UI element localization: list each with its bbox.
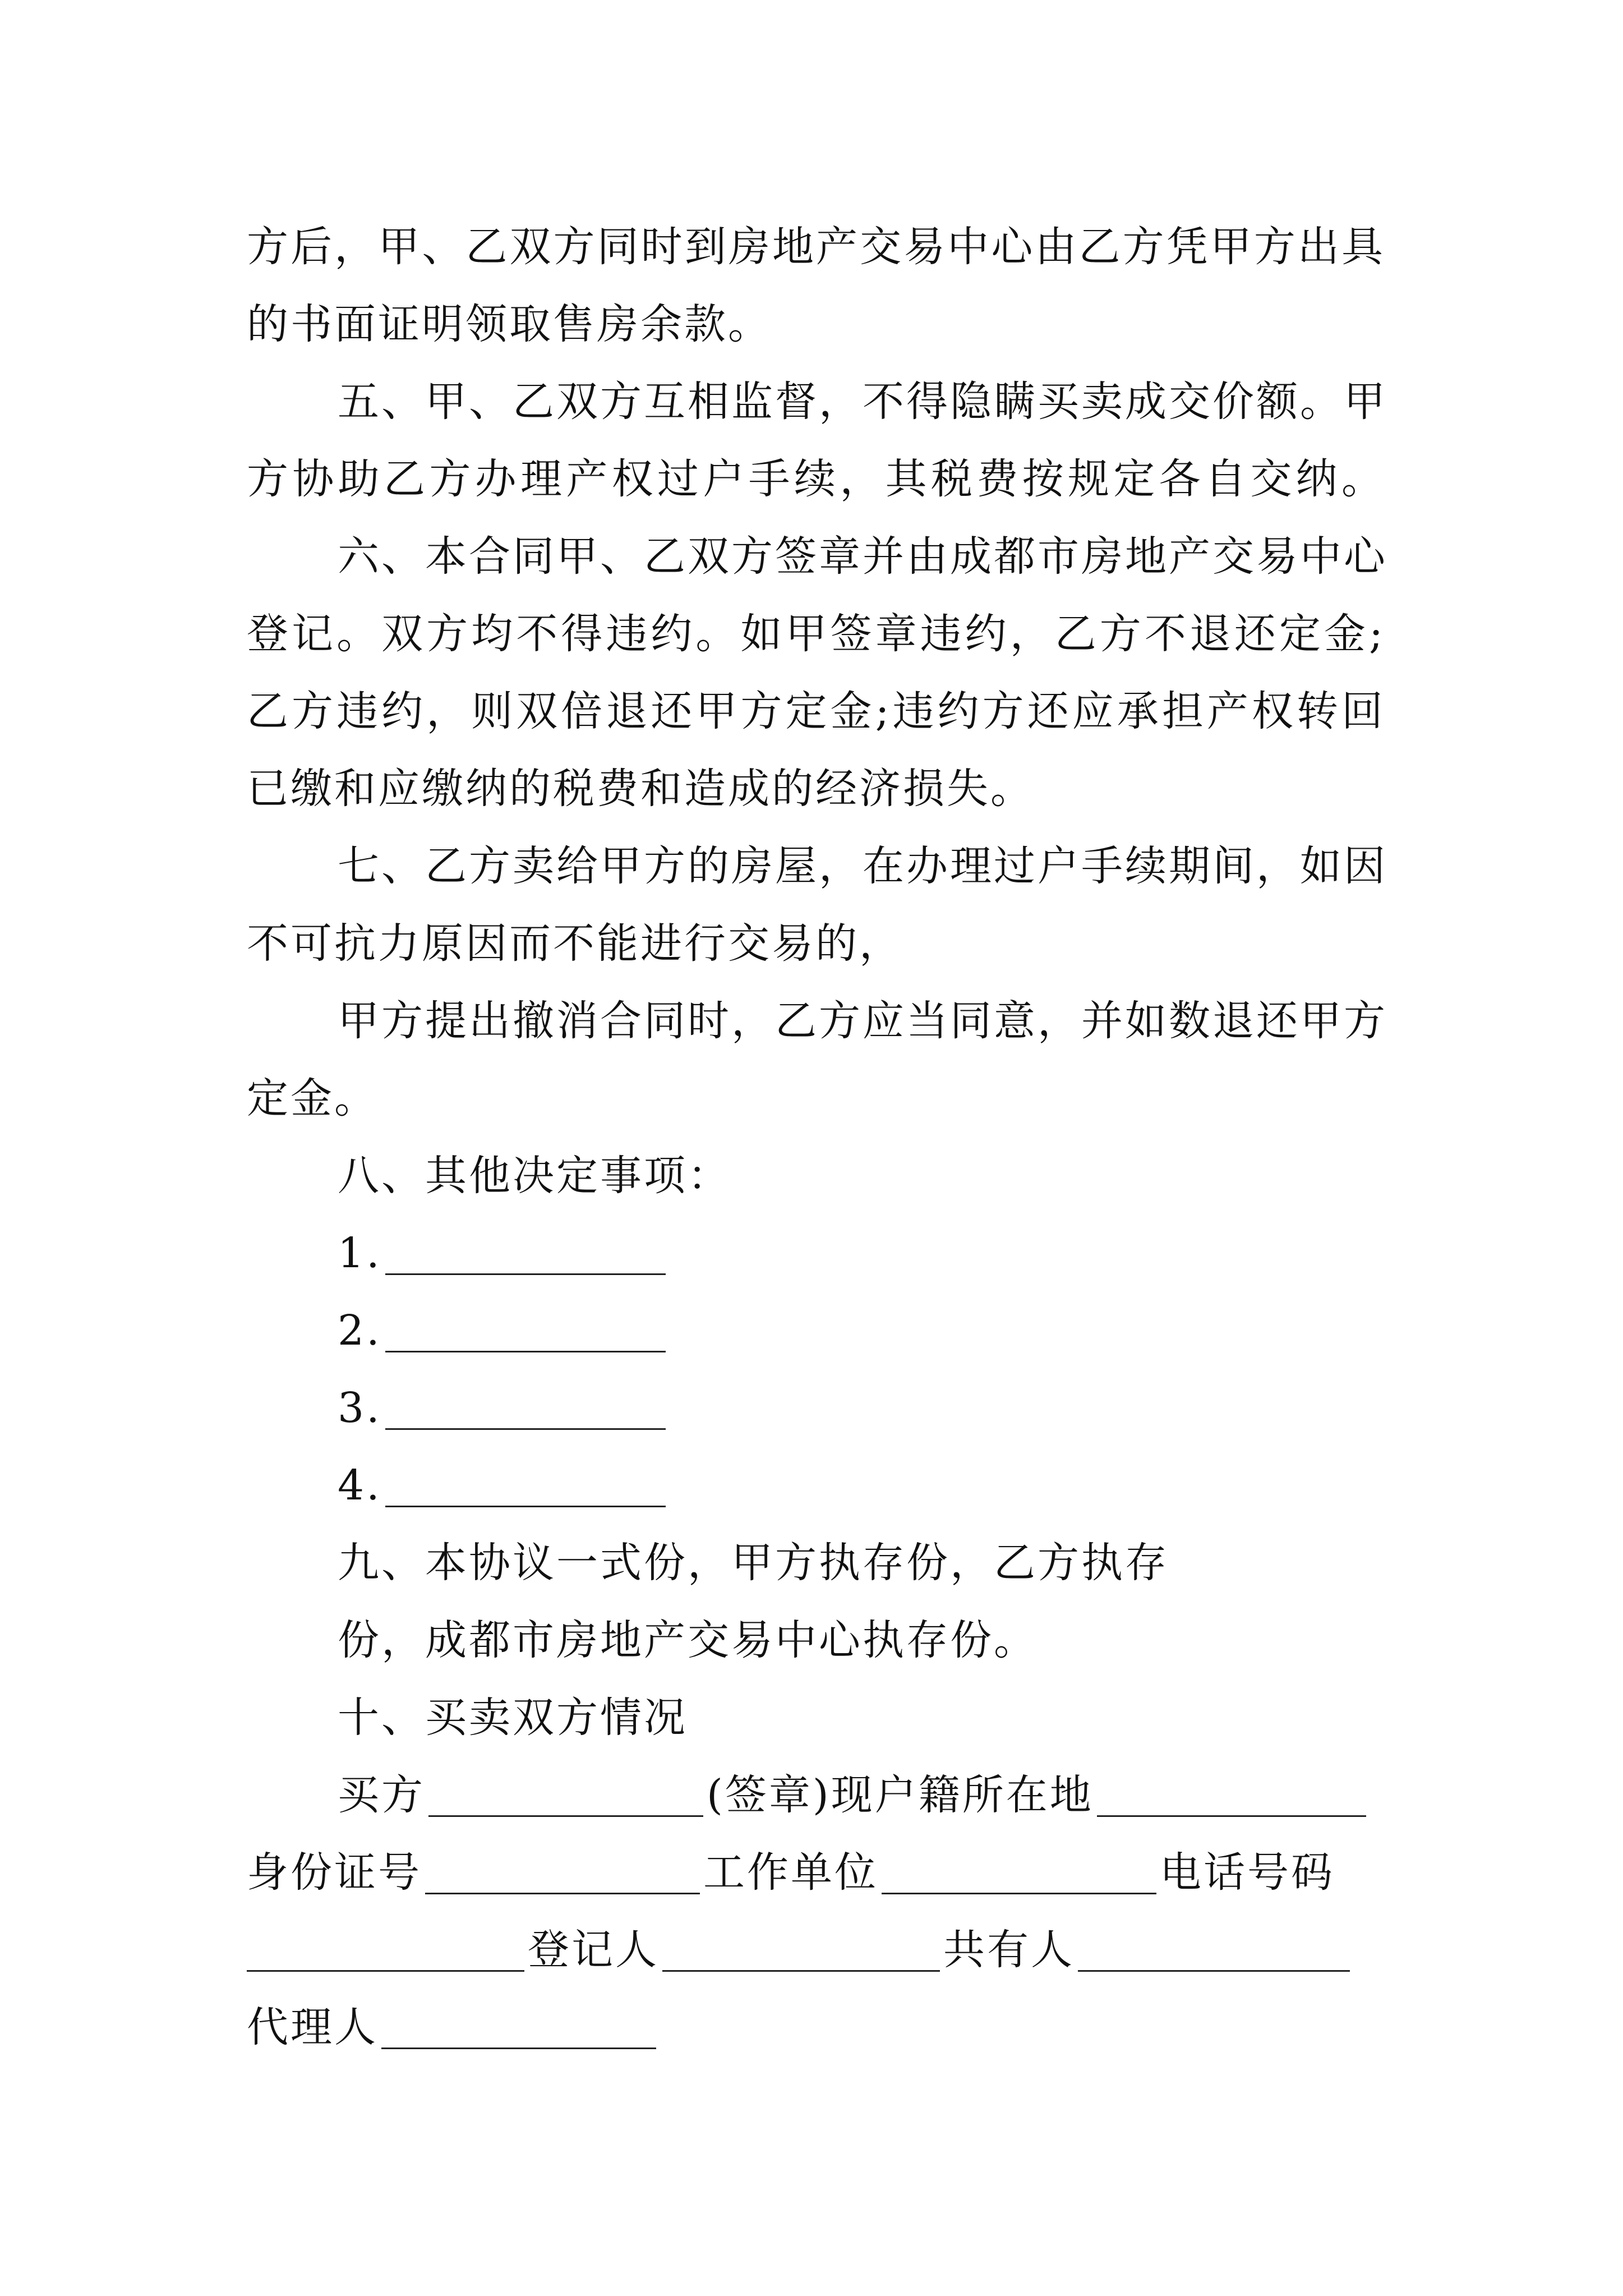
fill-in-blank[interactable]	[385, 1351, 666, 1352]
paragraph-6-line-3: 乙方违约，则双倍退还甲方定金;违约方还应承担产权转回	[247, 687, 1385, 735]
paragraph-8-heading: 八、其他决定事项：	[338, 1152, 731, 1200]
form-line-agent	[247, 1988, 1385, 2067]
employer-blank[interactable]	[882, 1893, 1156, 1894]
id-number-label: 身份证号	[247, 1848, 422, 1897]
buyer-label: 买方	[338, 1771, 425, 1819]
paragraph-7b-line-2: 定金。	[247, 1074, 378, 1122]
list-item	[338, 1369, 1385, 1447]
paragraph-7b-line-1: 甲方提出撤消合同时，乙方应当同意，并如数退还甲方	[338, 997, 1387, 1045]
paragraph-4-line-2: 的书面证明领取售房余款。	[247, 300, 772, 348]
id-number-blank[interactable]	[425, 1893, 700, 1894]
form-line-buyer	[338, 1756, 1385, 1834]
list-item	[338, 1446, 1385, 1525]
phone-label: 电话号码	[1160, 1848, 1335, 1897]
co-owner-blank[interactable]	[1078, 1970, 1350, 1972]
paragraph-9-line-2: 份，成都市房地产交易中心执存份。	[338, 1616, 1038, 1664]
paragraph-9-line-1: 九、本协议一式份，甲方执存份，乙方执存	[338, 1539, 1169, 1587]
seal-household-label: (签章)现户籍所在地	[707, 1771, 1094, 1819]
fill-in-blank[interactable]	[385, 1273, 666, 1275]
paragraph-5-line-1: 五、甲、乙双方互相监督，不得隐瞒买卖成交价额。甲	[338, 378, 1387, 426]
paragraph-7-line-2: 不可抗力原因而不能进行交易的，	[247, 919, 903, 968]
list-item	[338, 1291, 1385, 1370]
paragraph-6-line-4: 已缴和应缴纳的税费和造成的经济损失。	[247, 765, 1034, 813]
paragraph-4-line-1: 方后，甲、乙双方同时到房地产交易中心由乙方凭甲方出具	[247, 223, 1385, 271]
paragraph-7-line-1: 七、乙方卖给甲方的房屋，在办理过户手续期间，如因	[338, 842, 1387, 890]
paragraph-5-line-2: 方协助乙方办理产权过户手续，其税费按规定各自交纳。	[247, 455, 1385, 503]
registrant-label: 登记人	[528, 1926, 659, 1974]
item-number: 3.	[338, 1384, 382, 1432]
paragraph-10-heading: 十、买卖双方情况	[338, 1694, 688, 1742]
form-line-registrant	[247, 1911, 1385, 1989]
fill-in-blank[interactable]	[385, 1428, 666, 1430]
list-item	[338, 1214, 1385, 1292]
co-owner-label: 共有人	[943, 1926, 1075, 1974]
agent-label: 代理人	[247, 2003, 378, 2051]
employer-label: 工作单位	[703, 1848, 878, 1897]
item-number: 1.	[338, 1229, 382, 1277]
paragraph-6-line-1: 六、本合同甲、乙双方签章并由成都市房地产交易中心	[338, 532, 1387, 581]
form-line-id	[247, 1833, 1385, 1912]
fill-in-blank[interactable]	[385, 1506, 666, 1507]
item-number: 4.	[338, 1461, 382, 1510]
agent-blank[interactable]	[381, 2047, 656, 2049]
paragraph-6-line-2: 登记。双方均不得违约。如甲签章违约，乙方不退还定金;	[247, 610, 1385, 658]
household-blank[interactable]	[1097, 1815, 1366, 1817]
registrant-blank[interactable]	[662, 1970, 940, 1972]
item-number: 2.	[338, 1306, 382, 1355]
buyer-blank[interactable]	[428, 1815, 703, 1817]
phone-blank[interactable]	[247, 1970, 524, 1972]
